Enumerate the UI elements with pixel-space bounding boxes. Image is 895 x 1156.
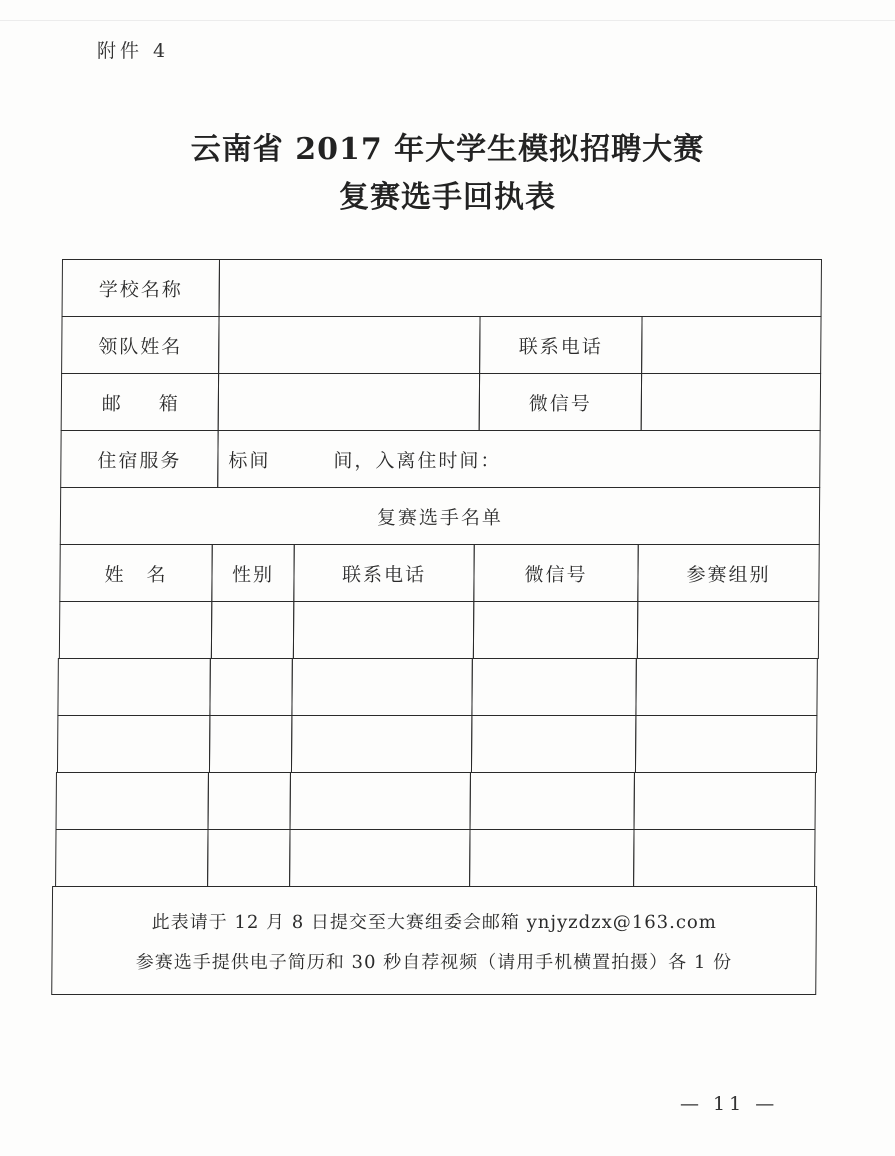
- contestant-gender-cell[interactable]: [208, 772, 291, 830]
- document-subtitle: 复赛选手回执表: [339, 180, 556, 215]
- contestant-group-cell[interactable]: [633, 829, 815, 887]
- page-top-edge: [0, 20, 895, 21]
- email-field[interactable]: [218, 373, 480, 431]
- column-header-gender: 性别: [211, 544, 294, 602]
- contestant-phone-cell[interactable]: [291, 715, 472, 773]
- leader-phone-field[interactable]: [641, 316, 821, 374]
- contestant-wechat-cell[interactable]: [471, 658, 636, 716]
- contestant-gender-cell[interactable]: [211, 601, 294, 659]
- contestant-gender-cell[interactable]: [209, 658, 292, 716]
- contestant-phone-cell[interactable]: [291, 658, 472, 716]
- contestant-wechat-cell[interactable]: [470, 772, 635, 830]
- contestant-group-cell[interactable]: [634, 772, 816, 830]
- contestant-name-cell[interactable]: [56, 772, 209, 830]
- lodging-label: 住宿服务: [60, 430, 218, 488]
- column-header-name: 姓 名: [59, 544, 212, 602]
- contestant-phone-cell[interactable]: [289, 829, 470, 887]
- school-name-field[interactable]: [219, 259, 822, 317]
- school-name-label: 学校名称: [62, 259, 220, 317]
- email-label: 邮 箱: [61, 373, 219, 431]
- footer-note-deadline: 此表请于 12 月 8 日提交至大赛组委会邮箱 ynjyzdzx@163.com: [151, 911, 717, 933]
- wechat-field[interactable]: [641, 373, 821, 431]
- leader-phone-label: 联系电话: [479, 316, 642, 374]
- contestant-group-cell[interactable]: [635, 715, 817, 773]
- contestant-phone-cell[interactable]: [293, 601, 474, 659]
- form-footer-notes: [51, 886, 817, 995]
- page-number: — 11 —: [680, 1093, 779, 1115]
- receipt-form-table: [51, 259, 822, 995]
- contestant-wechat-cell[interactable]: [469, 829, 634, 887]
- attachment-label: 附件 4: [97, 40, 170, 62]
- column-header-group: 参赛组别: [637, 544, 819, 602]
- contestant-name-cell[interactable]: [55, 829, 208, 887]
- footer-note-materials: 参赛选手提供电子简历和 30 秒自荐视频（请用手机横置拍摄）各 1 份: [135, 951, 733, 973]
- contestant-list-title: 复赛选手名单: [60, 487, 820, 545]
- leader-name-label: 领队姓名: [61, 316, 219, 374]
- contestant-gender-cell[interactable]: [209, 715, 292, 773]
- column-header-wechat: 微信号: [473, 544, 638, 602]
- contestant-gender-cell[interactable]: [207, 829, 290, 887]
- contestant-name-cell[interactable]: [59, 601, 212, 659]
- contestant-phone-cell[interactable]: [290, 772, 471, 830]
- lodging-field[interactable]: 标间 间，入离住时间：: [217, 430, 820, 488]
- contestant-group-cell[interactable]: [635, 658, 817, 716]
- wechat-label: 微信号: [479, 373, 642, 431]
- contestant-name-cell[interactable]: [57, 658, 210, 716]
- document-title: 云南省 2017 年大学生模拟招聘大赛: [190, 132, 705, 167]
- contestant-wechat-cell[interactable]: [473, 601, 638, 659]
- contestant-group-cell[interactable]: [637, 601, 819, 659]
- contestant-wechat-cell[interactable]: [471, 715, 636, 773]
- leader-name-field[interactable]: [218, 316, 480, 374]
- contestant-name-cell[interactable]: [57, 715, 210, 773]
- column-header-phone: 联系电话: [293, 544, 474, 602]
